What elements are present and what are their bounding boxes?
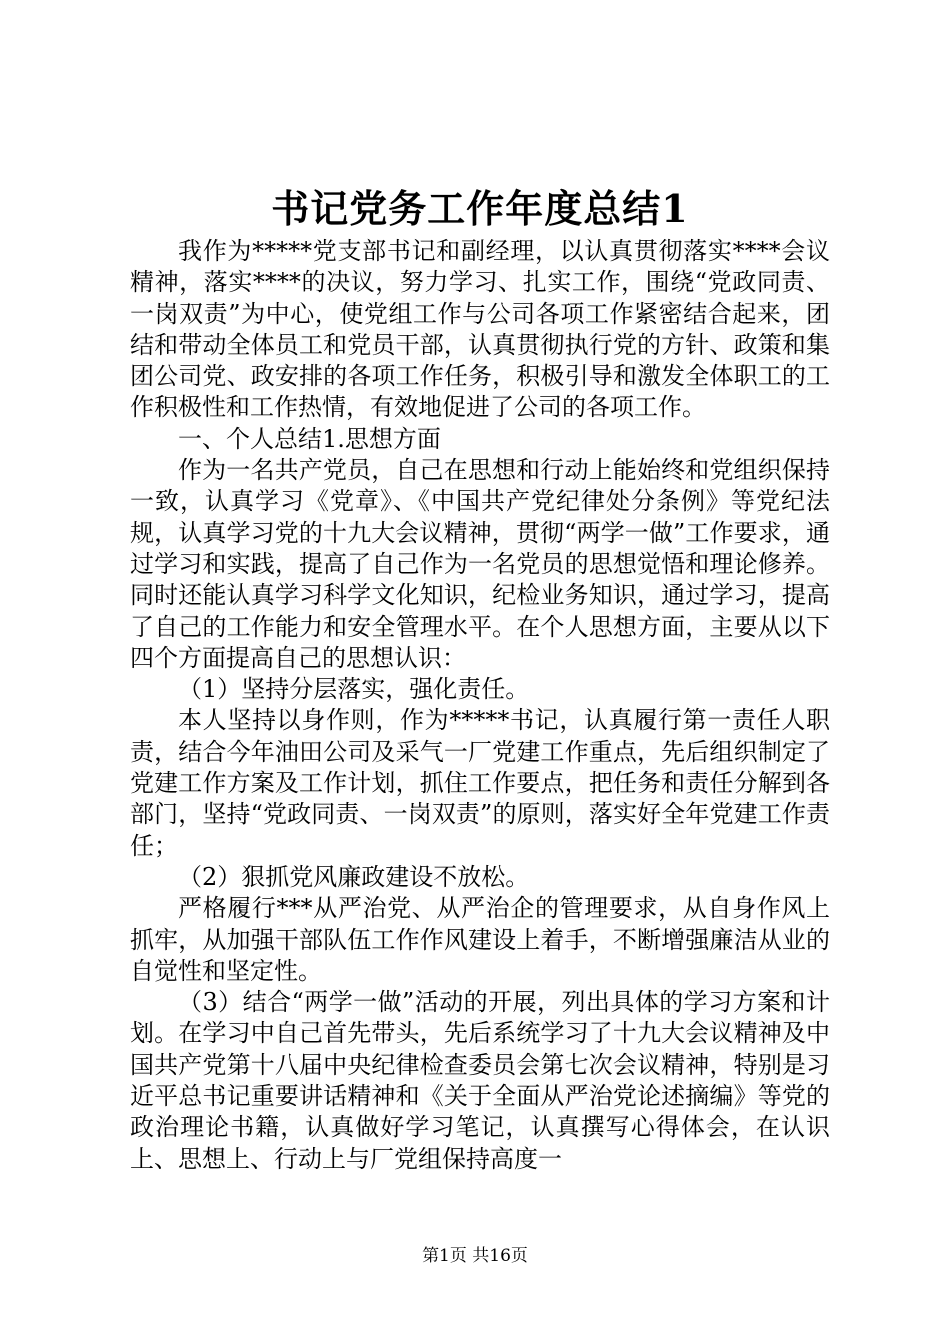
paragraph-responsibility: 本人坚持以身作则，作为*****书记，认真履行第一责任人职责，结合今年油田公司及采气一厂党建工作重点，先后组织制定了党建工作方案及工作计划，抓住工作要点，把任务和责任分解到各部门，坚持“党政同责、一岗双责”的原则，落实好全年党建工作责任； <box>130 706 830 860</box>
paragraph-thought: 作为一名共产党员，自己在思想和行动上能始终和党组织保持一致，认真学习《党章》、《中国共产党纪律处分条例》等党纪法规，认真学习党的十九大会议精神，贯彻“两学一做”工作要求，通过学习和实践，提高了自己作为一名党员的思想觉悟和理论修养。同时还能认真学习科学文化知识，纪检业务知识，通过学习，提高了自己的工作能力和安全管理水平。在个人思想方面，主要从以下四个方面提高自己的思想认识： <box>130 456 830 672</box>
document-title: 书记党务工作年度总结1 <box>271 186 689 231</box>
paragraph-study: （3）结合“两学一做”活动的开展，列出具体的学习方案和计划。在学习中自己首先带头，先后系统学习了十九大会议精神及中国共产党第十八届中央纪律检查委员会第七次会议精神，特别是习近平总书记重要讲话精神和《关于全面从严治党论述摘编》等党的政治理论书籍，认真做好学习笔记，认真撰写心得体会，在认识上、思想上、行动上与厂党组保持高度一 <box>130 988 830 1173</box>
section-heading: 一、个人总结1.思想方面 <box>178 424 441 453</box>
item-heading-2: （2）狠抓党风廉政建设不放松。 <box>178 862 530 891</box>
paragraph-intro: 我作为*****党支部书记和副经理，以认真贯彻落实****会议精神，落实****的决议，努力学习、扎实工作，围绕“党政同责、一岗双责”为中心，使党组工作与公司各项工作紧密结合起来，团结和带动全体员工和党员干部，认真贯彻执行党的方针、政策和集团公司党、政安排的各项工作任务，积极引导和激发全体职工的工作积极性和工作热情，有效地促进了公司的各项工作。 <box>130 237 830 422</box>
item-heading-1: （1）坚持分层落实，强化责任。 <box>178 675 530 704</box>
document-body <box>130 236 830 1175</box>
page-number: 第1页 共16页 <box>422 1246 528 1266</box>
paragraph-integrity: 严格履行***从严治党、从严治企的管理要求，从自身作风上抓牢，从加强干部队伍工作作风建设上着手，不断增强廉洁从业的自觉性和坚定性。 <box>130 894 830 985</box>
